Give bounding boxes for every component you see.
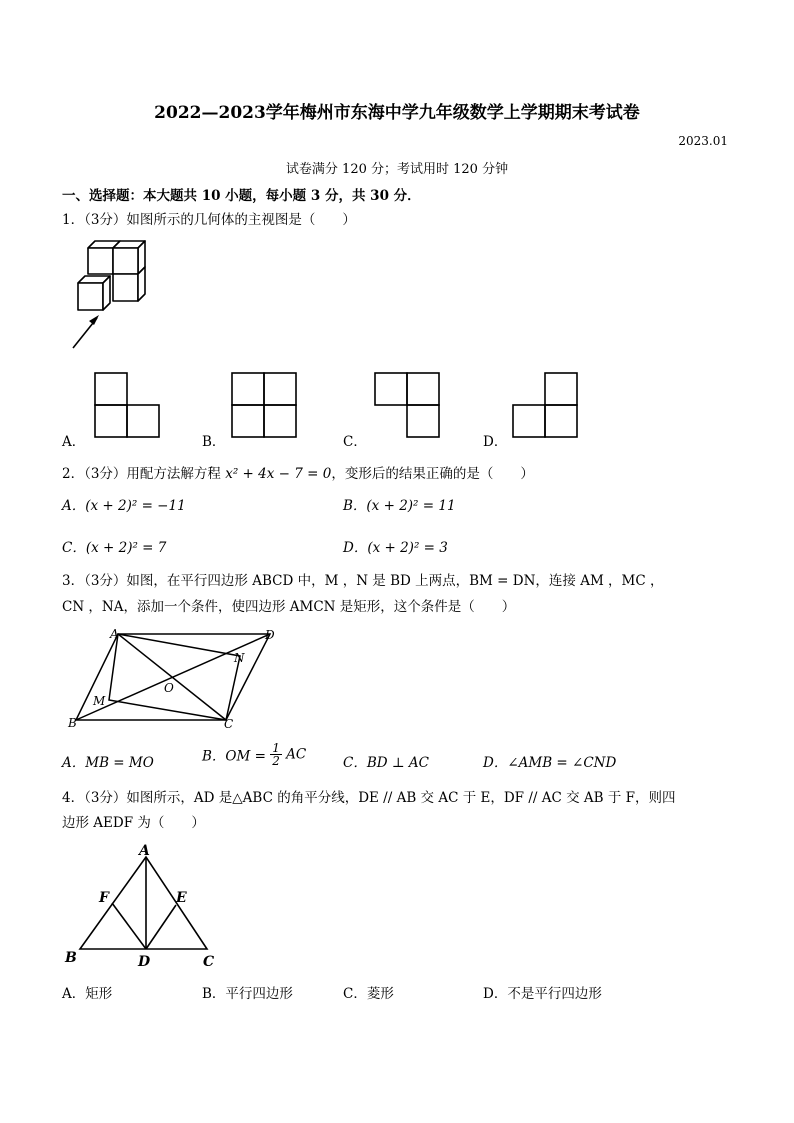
section-heading: 一、选择题：本大题共 10 小题，每小题 3 分，共 30 分． <box>62 188 421 204</box>
q2-option-c[interactable]: C．(x + 2)² = 7 <box>62 540 167 556</box>
q3-parallelogram-figure <box>66 626 286 730</box>
q2-option-d[interactable]: D．(x + 2)² = 3 <box>343 540 448 556</box>
question-4-stem-line2: 边形 AEDF 为（ ） <box>62 815 205 831</box>
q4-option-b[interactable]: B．平行四边形 <box>202 986 293 1002</box>
q4-label-a: A <box>139 843 150 859</box>
q4-label-e: E <box>176 890 187 906</box>
q3-option-b-fraction <box>270 742 282 767</box>
q2-stem-prefix: 2．（3分）用配方法解方程 <box>62 466 226 482</box>
exam-subtitle: 试卷满分 120 分；考试用时 120 分钟 <box>285 162 509 177</box>
q1-option-d-figure <box>512 372 578 438</box>
q3-option-b[interactable] <box>202 742 306 767</box>
q4-triangle-figure <box>62 840 222 970</box>
question-3-stem-line2: CN ，NA，添加一个条件，使四边形 AMCN 是矩形，这个条件是（ ） <box>62 599 516 615</box>
q4-label-f: F <box>99 890 109 906</box>
q3-label-c: C <box>224 717 234 731</box>
q3-label-m: M <box>93 694 106 708</box>
q3-fraction-denominator: 2 <box>272 754 280 768</box>
q1-option-b-label[interactable]: B． <box>202 434 226 450</box>
question-2-stem <box>62 462 534 482</box>
q1-option-c-figure <box>374 372 440 438</box>
q4-label-d: D <box>138 954 151 970</box>
exam-date: 2023.01 <box>678 134 728 148</box>
q1-option-a-figure <box>94 372 160 438</box>
q3-option-c[interactable]: C．BD ⊥ AC <box>343 755 429 771</box>
q2-equation: x² + 4x − 7 = 0 <box>225 466 332 482</box>
q3-label-o: O <box>164 681 174 695</box>
q2-option-b[interactable]: B．(x + 2)² = 11 <box>343 498 456 514</box>
q4-option-d[interactable]: D．不是平行四边形 <box>483 986 602 1002</box>
q4-option-c[interactable]: C．菱形 <box>343 986 394 1002</box>
q3-label-a: A <box>110 627 119 641</box>
q1-option-b-figure <box>231 372 297 438</box>
q3-option-b-prefix: B．OM = <box>202 748 266 765</box>
q3-label-n: N <box>234 651 245 665</box>
q2-option-a[interactable]: A．(x + 2)² = −11 <box>62 498 186 514</box>
q3-option-a[interactable]: A．MB = MO <box>62 755 154 771</box>
q1-option-d-label[interactable]: D． <box>483 434 508 450</box>
q4-label-b: B <box>65 950 77 966</box>
q2-stem-suffix: ，变形后的结果正确的是（ ） <box>331 466 534 482</box>
question-1-stem: 1．（3分）如图所示的几何体的主视图是（ ） <box>62 212 356 228</box>
q3-option-b-suffix: AC <box>286 746 307 763</box>
q3-label-b: B <box>68 716 77 730</box>
question-4-stem-line1: 4．（3分）如图所示，AD 是△ABC 的角平分线，DE // AB 交 AC 于 E，DF // AC 交 AB 于 F，则四 <box>62 790 676 806</box>
q4-label-c: C <box>203 954 215 970</box>
q3-label-d: D <box>265 628 275 642</box>
q3-option-d[interactable]: D．∠AMB = ∠CND <box>483 755 617 771</box>
q1-option-a-label[interactable]: A． <box>62 434 86 450</box>
q1-option-c-label[interactable]: C． <box>343 434 367 450</box>
q3-fraction-numerator: 1 <box>272 741 280 755</box>
q1-solid-figure <box>70 236 160 354</box>
question-3-stem-line1: 3．（3分）如图，在平行四边形 ABCD 中，M ，N 是 BD 上两点，BM = DN，连接 AM ，MC ， <box>62 573 664 589</box>
q4-option-a[interactable]: A．矩形 <box>62 986 113 1002</box>
exam-title: 2022—2023学年梅州市东海中学九年级数学上学期期末考试卷 <box>154 103 640 123</box>
